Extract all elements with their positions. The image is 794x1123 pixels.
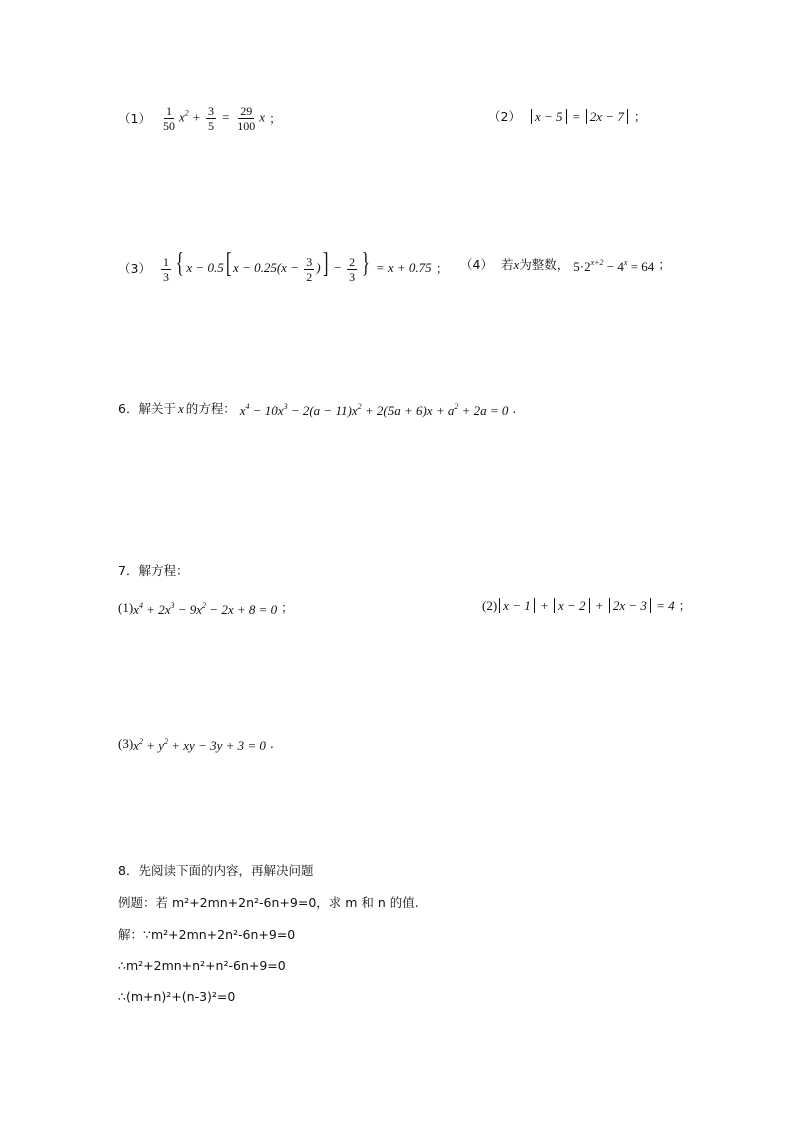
question-6-tail: . xyxy=(512,401,517,416)
problem-1-tail: ； xyxy=(269,110,282,126)
question-8-solution-line-3 xyxy=(118,988,235,1006)
problem-3-equation: $\frac{1}{3}$ { x − 0.5[ x − 0.25(x − $\frac{3}{2}$ )] − $\frac{2}{3}$ } = x + 0.75 xyxy=(162,248,432,284)
problem-4-label: （4） xyxy=(460,257,493,272)
problem-2-tail: ； xyxy=(633,109,647,124)
question-6 xyxy=(118,398,516,420)
question-7-part-3-label: (3) xyxy=(118,736,134,751)
question-8-solution-3-text: ∴(m+n)²+(n-3)²=0 xyxy=(118,989,236,1004)
question-6-heading: 6．解关于 xyxy=(118,401,176,416)
problem-1 xyxy=(118,104,282,133)
question-7-part-1 xyxy=(118,597,294,619)
question-8-solution-1-text: 解：∵m²+2mn+2n²-6n+9=0 xyxy=(118,927,296,942)
problem-4-text-a: 若 xyxy=(500,257,514,272)
question-7-part-1-tail: ； xyxy=(281,600,294,615)
question-7-part-2-equation: x − 1 + x − 2 + 2x − 3 = 4 xyxy=(497,597,674,615)
problem-2-label: （2） xyxy=(488,109,521,124)
question-6-var: x xyxy=(177,401,184,416)
question-7-part-2-label: (2) xyxy=(482,598,498,613)
question-7-part-1-equation: $x^4 + 2x^3 - 9x^2 - 2x + 8 = 0$ xyxy=(133,601,278,617)
problem-2-equation: x − 5 = 2x − 7 xyxy=(529,108,630,126)
question-6-equation: $x^4 - 10x^3 - 2(a - 11)x^2 + 2(5a + 6)x + a^2 + 2a = 0$ xyxy=(239,402,509,418)
question-8-solution-line-1 xyxy=(118,926,295,944)
problem-3 xyxy=(118,248,449,284)
problem-4 xyxy=(460,254,671,276)
question-8-example xyxy=(118,894,419,912)
question-7-part-3 xyxy=(118,733,274,755)
question-7-part-3-tail: . xyxy=(269,736,274,751)
question-8-solution-2-text: ∴m²+2mn+n²+n²-6n+9=0 xyxy=(118,958,286,973)
question-7-heading: 7．解方程： xyxy=(118,563,189,578)
problem-2 xyxy=(488,108,646,126)
problem-3-tail: ； xyxy=(435,260,449,276)
question-7-part-1-label: (1) xyxy=(118,600,134,615)
question-7-part-2-tail: ； xyxy=(678,598,692,613)
question-8-heading: 8．先阅读下面的内容，再解决问题 xyxy=(118,863,314,878)
question-8 xyxy=(118,862,313,880)
problem-1-label: （1） xyxy=(118,110,151,126)
problem-4-tail: ； xyxy=(658,257,671,272)
question-7 xyxy=(118,562,188,580)
problem-4-var: x xyxy=(513,257,520,272)
problem-3-label: （3） xyxy=(118,260,151,276)
problem-4-text-b: 为整数， xyxy=(519,257,570,272)
question-6-heading-b: 的方程： xyxy=(185,401,236,416)
question-7-part-3-equation: $x^2 + y^2$ + xy − 3y + 3 = 0 xyxy=(133,737,266,753)
problem-4-equation: $5\cdot 2^{x+2} - 4^x = 64$ xyxy=(573,258,655,274)
problem-1-equation: $\frac{1}{50}$ $x^2$ + $\frac{3}{5}$ = $\frac{29}{100}$ x xyxy=(162,104,266,133)
question-8-example-text: 例题：若 m²+2mn+2n²-6n+9=0，求 m 和 n 的值. xyxy=(118,895,419,910)
question-7-part-2 xyxy=(482,597,691,615)
question-8-solution-line-2 xyxy=(118,957,286,975)
